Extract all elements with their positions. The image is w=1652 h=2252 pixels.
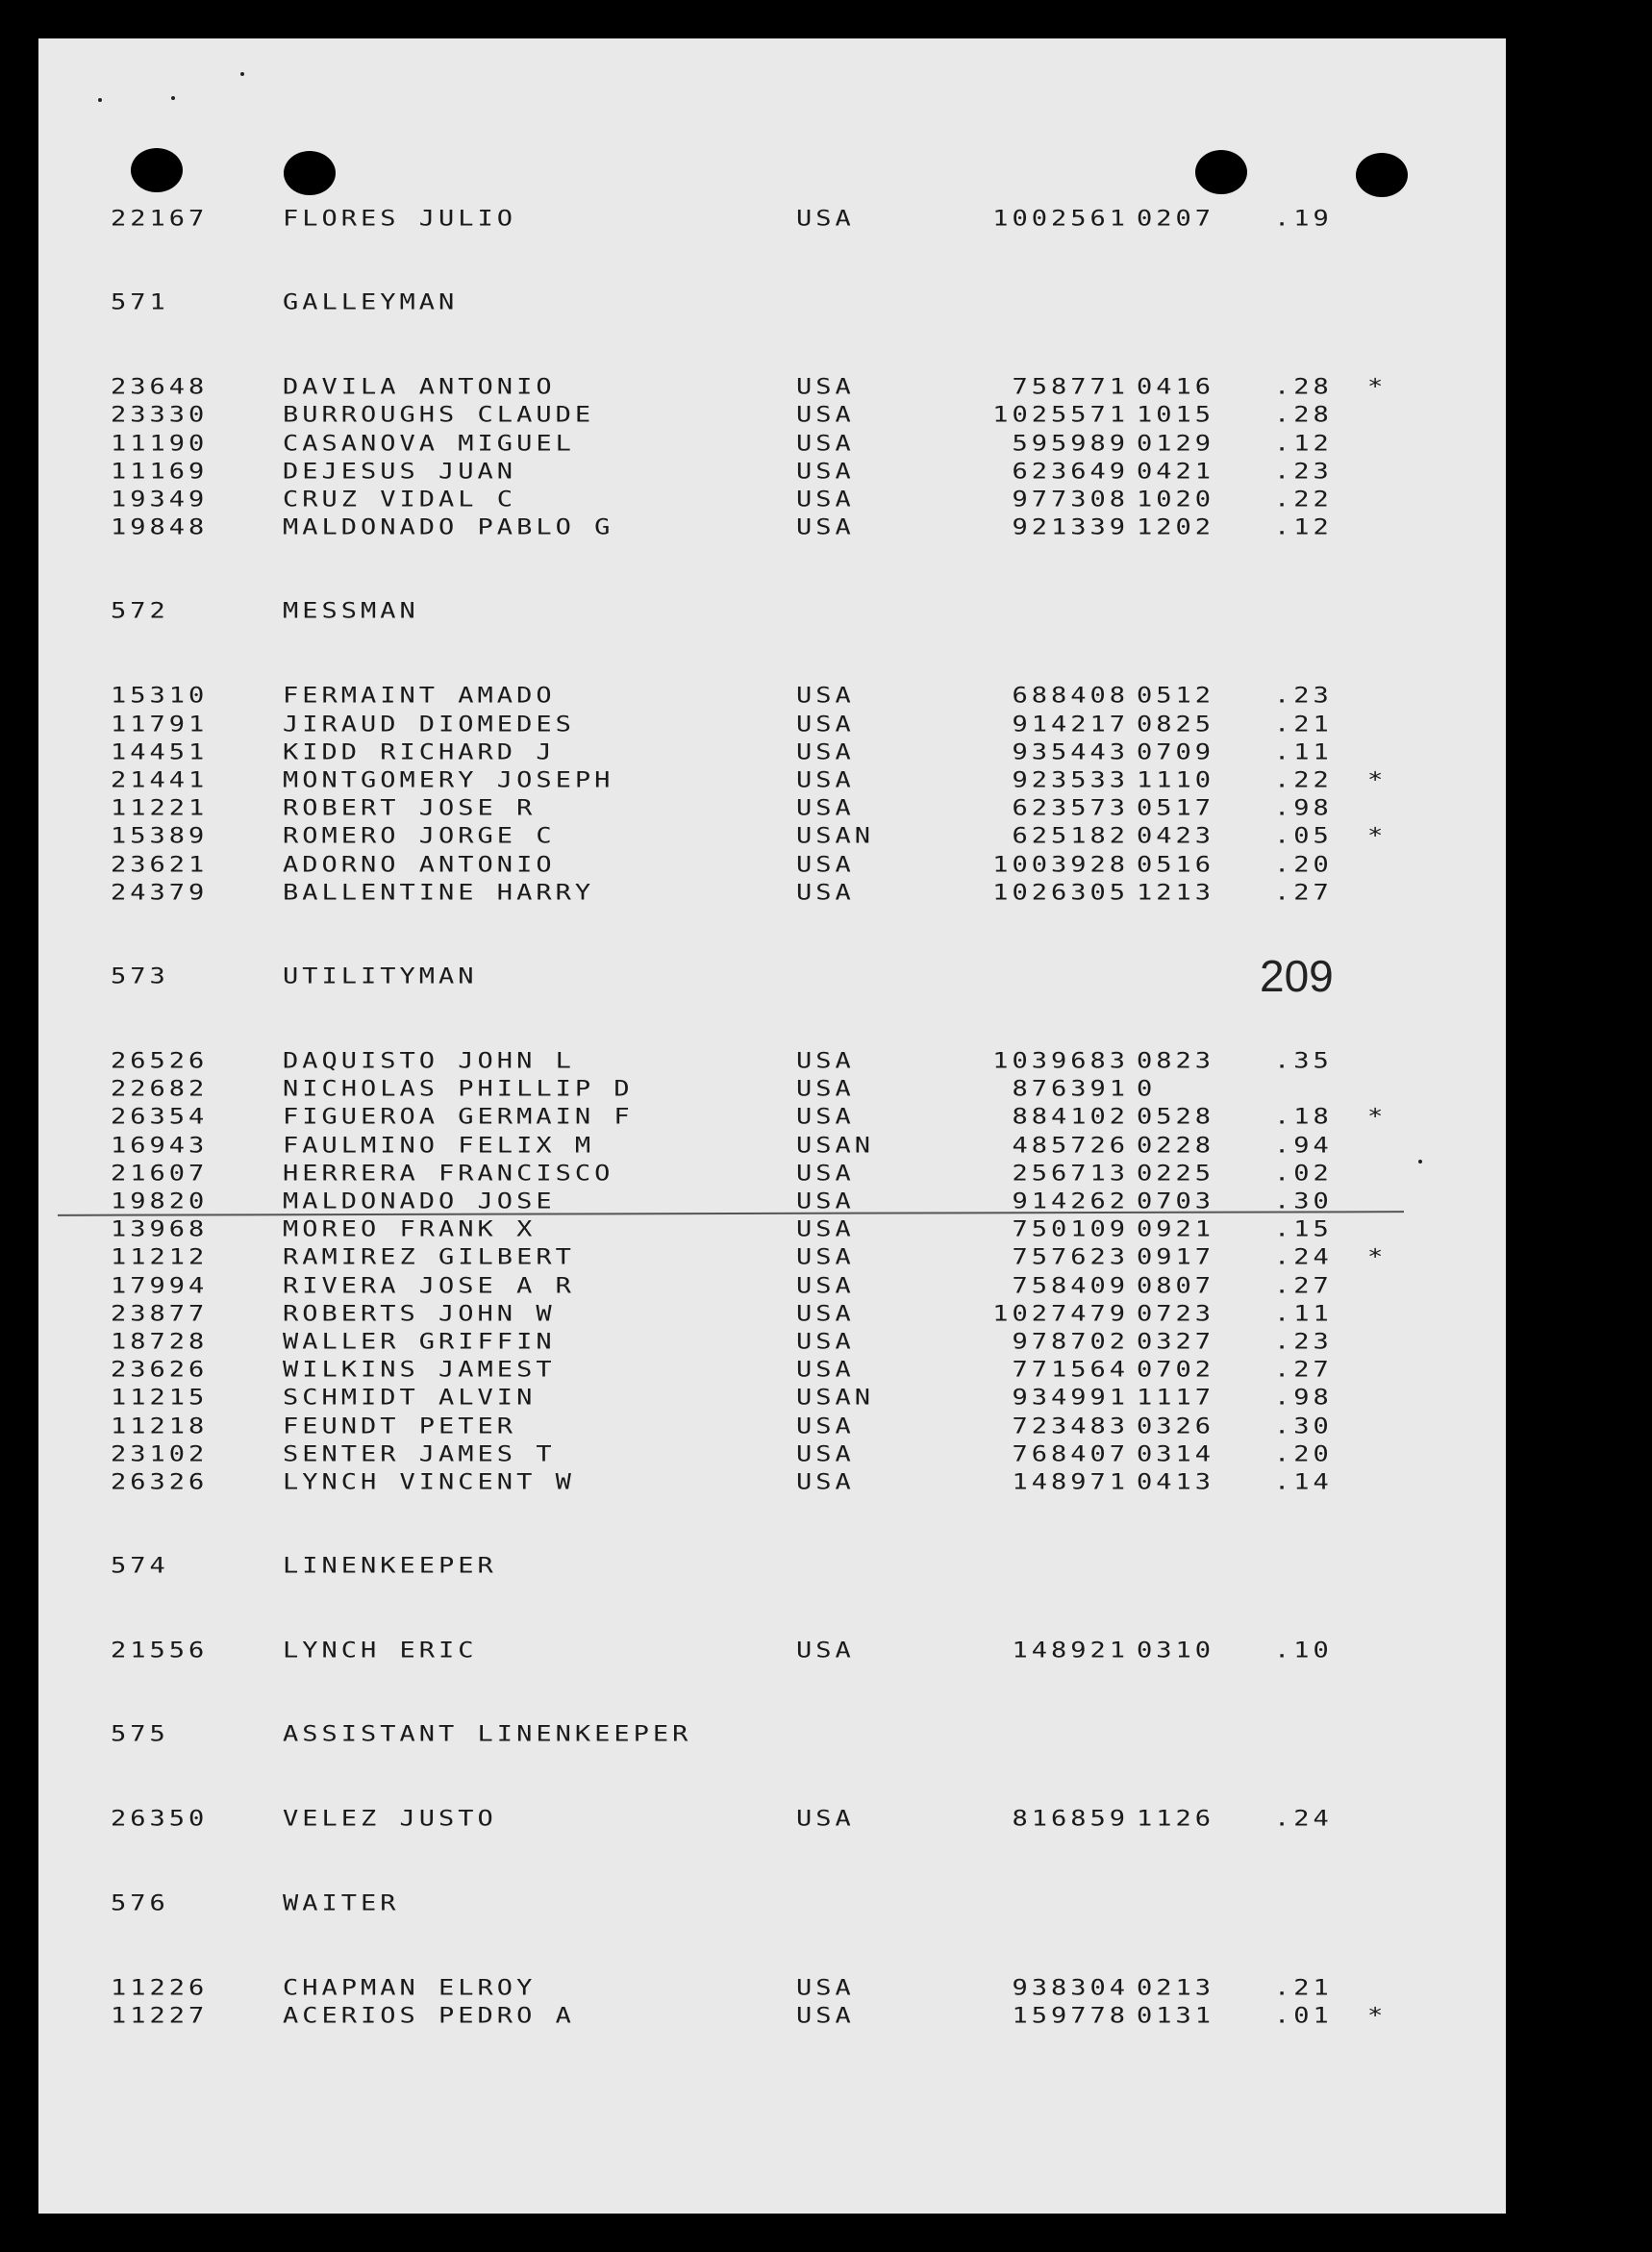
- row-name: DEJESUS JUAN: [283, 459, 517, 485]
- row-date: 1202: [1137, 515, 1215, 540]
- row-citizenship: USA: [796, 739, 855, 765]
- row-id: 23648: [111, 375, 209, 400]
- row-rate: .24: [1274, 1245, 1333, 1270]
- row-rate: .11: [1274, 739, 1333, 765]
- row-citizenship: USA: [796, 1077, 855, 1102]
- row-name: BURROUGHS CLAUDE: [283, 403, 595, 428]
- row-serial: 816859: [1012, 1807, 1129, 1832]
- row-rate: .20: [1274, 1441, 1333, 1467]
- row-serial: 1039683: [992, 1048, 1129, 1074]
- row-id: 16943: [111, 1133, 209, 1158]
- row-date: 1015: [1137, 403, 1215, 428]
- row-citizenship: USA: [796, 459, 855, 485]
- row-date: 0326: [1137, 1414, 1215, 1439]
- row-rate: .24: [1274, 1807, 1333, 1832]
- row-citizenship: USA: [796, 1048, 855, 1074]
- row-name: FAULMINO FELIX M: [283, 1133, 595, 1158]
- row-rate: .98: [1274, 1386, 1333, 1411]
- row-serial: 884102: [1012, 1105, 1129, 1130]
- row-date: 0823: [1137, 1048, 1215, 1074]
- section-code: 575: [111, 1722, 169, 1747]
- row-name: RAMIREZ GILBERT: [283, 1245, 575, 1270]
- row-date: 0423: [1137, 824, 1215, 849]
- row-date: 1126: [1137, 1807, 1215, 1832]
- row-citizenship: USA: [796, 1807, 855, 1832]
- row-serial: 758771: [1012, 375, 1129, 400]
- row-name: SENTER JAMES T: [283, 1441, 556, 1467]
- row-rate: .23: [1274, 684, 1333, 709]
- section-title: LINENKEEPER: [283, 1554, 497, 1579]
- row-citizenship: USA: [796, 206, 855, 232]
- row-id: 21441: [111, 767, 209, 793]
- row-serial: 771564: [1012, 1358, 1129, 1383]
- row-date: 1213: [1137, 880, 1215, 906]
- row-date: 0723: [1137, 1301, 1215, 1327]
- row-serial: 723483: [1012, 1414, 1129, 1439]
- row-rate: .20: [1274, 852, 1333, 877]
- row-citizenship: USA: [796, 1217, 855, 1242]
- row-rate: .21: [1274, 1975, 1333, 2000]
- row-rate: .35: [1274, 1048, 1333, 1074]
- row-name: CHAPMAN ELROY: [283, 1975, 537, 2000]
- speck: [98, 98, 102, 102]
- row-serial: 148971: [1012, 1469, 1129, 1495]
- row-date: 0703: [1137, 1189, 1215, 1214]
- row-name: MALDONADO PABLO G: [283, 515, 614, 540]
- row-id: 23102: [111, 1441, 209, 1467]
- document-page: [38, 38, 1506, 2214]
- speck: [240, 72, 244, 76]
- section-code: 572: [111, 599, 169, 624]
- punch-hole: [131, 148, 183, 192]
- row-id: 11791: [111, 712, 209, 737]
- row-rate: .11: [1274, 1301, 1333, 1327]
- row-id: 22167: [111, 206, 209, 232]
- punch-hole: [1195, 150, 1247, 194]
- row-id: 14451: [111, 739, 209, 765]
- row-citizenship: USA: [796, 1441, 855, 1467]
- section-title: MESSMAN: [283, 599, 419, 624]
- row-date: 0213: [1137, 1975, 1215, 2000]
- row-id: 26326: [111, 1469, 209, 1495]
- row-citizenship: USA: [796, 712, 855, 737]
- row-mark: *: [1367, 375, 1384, 400]
- row-citizenship: USA: [796, 1358, 855, 1383]
- row-date: 0917: [1137, 1245, 1215, 1270]
- row-date: 0129: [1137, 431, 1215, 456]
- row-citizenship: USAN: [796, 824, 875, 849]
- row-citizenship: USA: [796, 2003, 855, 2029]
- row-rate: .05: [1274, 824, 1333, 849]
- row-citizenship: USA: [796, 1639, 855, 1664]
- row-name: LYNCH VINCENT W: [283, 1469, 575, 1495]
- section-code: 571: [111, 290, 169, 315]
- row-name: FEUNDT PETER: [283, 1414, 517, 1439]
- row-date: 0207: [1137, 206, 1215, 232]
- section-title: ASSISTANT LINENKEEPER: [283, 1722, 692, 1747]
- row-citizenship: USA: [796, 1414, 855, 1439]
- row-rate: .15: [1274, 1217, 1333, 1242]
- row-id: 11221: [111, 796, 209, 821]
- row-mark: *: [1367, 767, 1384, 793]
- row-citizenship: USA: [796, 375, 855, 400]
- row-citizenship: USA: [796, 1273, 855, 1298]
- row-name: FIGUEROA GERMAIN F: [283, 1105, 634, 1130]
- row-date: 0512: [1137, 684, 1215, 709]
- row-date: 0: [1137, 1077, 1157, 1102]
- section-title: UTILITYMAN: [283, 963, 478, 989]
- row-rate: .28: [1274, 403, 1333, 428]
- row-rate: .18: [1274, 1105, 1333, 1130]
- row-rate: .98: [1274, 796, 1333, 821]
- row-rate: .28: [1274, 375, 1333, 400]
- row-serial: 938304: [1012, 1975, 1129, 2000]
- row-rate: .23: [1274, 459, 1333, 485]
- row-date: 0709: [1137, 739, 1215, 765]
- row-rate: .22: [1274, 487, 1333, 513]
- row-id: 23877: [111, 1301, 209, 1327]
- row-name: BALLENTINE HARRY: [283, 880, 595, 906]
- row-name: KIDD RICHARD J: [283, 739, 556, 765]
- row-name: DAVILA ANTONIO: [283, 375, 556, 400]
- row-rate: .30: [1274, 1414, 1333, 1439]
- row-date: 0228: [1137, 1133, 1215, 1158]
- row-name: RIVERA JOSE A R: [283, 1273, 575, 1298]
- row-name: ROBERT JOSE R: [283, 796, 537, 821]
- row-serial: 688408: [1012, 684, 1129, 709]
- page-number: 209: [1260, 951, 1334, 1001]
- row-serial: 1003928: [992, 852, 1129, 877]
- row-date: 1117: [1137, 1386, 1215, 1411]
- row-name: ROMERO JORGE C: [283, 824, 556, 849]
- row-citizenship: USA: [796, 1245, 855, 1270]
- row-name: MALDONADO JOSE: [283, 1189, 556, 1214]
- row-id: 13968: [111, 1217, 209, 1242]
- row-serial: 923533: [1012, 767, 1129, 793]
- row-mark: *: [1367, 1105, 1384, 1130]
- row-serial: 758409: [1012, 1273, 1129, 1298]
- row-name: WALLER GRIFFIN: [283, 1329, 556, 1355]
- row-date: 0921: [1137, 1217, 1215, 1242]
- row-serial: 1025571: [992, 403, 1129, 428]
- row-id: 11218: [111, 1414, 209, 1439]
- punch-hole: [1356, 153, 1408, 197]
- row-serial: 768407: [1012, 1441, 1129, 1467]
- row-id: 21607: [111, 1161, 209, 1187]
- row-date: 0421: [1137, 459, 1215, 485]
- row-date: 0225: [1137, 1161, 1215, 1187]
- section-code: 574: [111, 1554, 169, 1579]
- row-name: CRUZ VIDAL C: [283, 487, 517, 513]
- row-serial: 914217: [1012, 712, 1129, 737]
- row-id: 23621: [111, 852, 209, 877]
- row-name: MOREO FRANK X: [283, 1217, 537, 1242]
- row-date: 0516: [1137, 852, 1215, 877]
- row-date: 0413: [1137, 1469, 1215, 1495]
- row-citizenship: USA: [796, 880, 855, 906]
- row-serial: 750109: [1012, 1217, 1129, 1242]
- row-serial: 876391: [1012, 1077, 1129, 1102]
- row-mark: *: [1367, 2003, 1384, 2029]
- row-id: 19848: [111, 515, 209, 540]
- row-serial: 148921: [1012, 1639, 1129, 1664]
- row-id: 18728: [111, 1329, 209, 1355]
- row-id: 26526: [111, 1048, 209, 1074]
- section-code: 576: [111, 1890, 169, 1915]
- row-rate: .23: [1274, 1329, 1333, 1355]
- row-id: 11226: [111, 1975, 209, 2000]
- row-name: JIRAUD DIOMEDES: [283, 712, 575, 737]
- section-code: 573: [111, 963, 169, 989]
- row-citizenship: USA: [796, 1329, 855, 1355]
- row-id: 23626: [111, 1358, 209, 1383]
- row-name: ADORNO ANTONIO: [283, 852, 556, 877]
- row-id: 17994: [111, 1273, 209, 1298]
- row-citizenship: USA: [796, 1301, 855, 1327]
- row-name: ACERIOS PEDRO A: [283, 2003, 575, 2029]
- row-id: 19820: [111, 1189, 209, 1214]
- row-rate: .12: [1274, 515, 1333, 540]
- row-serial: 914262: [1012, 1189, 1129, 1214]
- row-name: HERRERA FRANCISCO: [283, 1161, 614, 1187]
- row-name: SCHMIDT ALVIN: [283, 1386, 537, 1411]
- row-id: 26354: [111, 1105, 209, 1130]
- row-date: 0310: [1137, 1639, 1215, 1664]
- row-serial: 623573: [1012, 796, 1129, 821]
- row-name: CASANOVA MIGUEL: [283, 431, 575, 456]
- row-id: 26350: [111, 1807, 209, 1832]
- row-citizenship: USA: [796, 515, 855, 540]
- row-citizenship: USA: [796, 1161, 855, 1187]
- row-citizenship: USA: [796, 767, 855, 793]
- row-serial: 935443: [1012, 739, 1129, 765]
- row-date: 0702: [1137, 1358, 1215, 1383]
- row-date: 1020: [1137, 487, 1215, 513]
- row-date: 0825: [1137, 712, 1215, 737]
- speck: [171, 96, 175, 100]
- row-rate: .01: [1274, 2003, 1333, 2029]
- row-citizenship: USAN: [796, 1386, 875, 1411]
- row-rate: .22: [1274, 767, 1333, 793]
- row-rate: .12: [1274, 431, 1333, 456]
- row-citizenship: USA: [796, 684, 855, 709]
- row-serial: 623649: [1012, 459, 1129, 485]
- row-date: 0807: [1137, 1273, 1215, 1298]
- row-date: 0131: [1137, 2003, 1215, 2029]
- row-mark: *: [1367, 1245, 1384, 1270]
- row-id: 22682: [111, 1077, 209, 1102]
- row-id: 15389: [111, 824, 209, 849]
- row-serial: 757623: [1012, 1245, 1129, 1270]
- row-name: NICHOLAS PHILLIP D: [283, 1077, 634, 1102]
- row-citizenship: USA: [796, 1975, 855, 2000]
- row-id: 15310: [111, 684, 209, 709]
- punch-hole: [284, 151, 336, 195]
- row-date: 0416: [1137, 375, 1215, 400]
- row-name: DAQUISTO JOHN L: [283, 1048, 575, 1074]
- row-citizenship: USA: [796, 1469, 855, 1495]
- row-id: 11227: [111, 2003, 209, 2029]
- row-serial: 485726: [1012, 1133, 1129, 1158]
- section-title: WAITER: [283, 1890, 400, 1915]
- row-serial: 1026305: [992, 880, 1129, 906]
- row-rate: .94: [1274, 1133, 1333, 1158]
- row-rate: .19: [1274, 206, 1333, 232]
- row-serial: 921339: [1012, 515, 1129, 540]
- row-name: ROBERTS JOHN W: [283, 1301, 556, 1327]
- row-rate: .30: [1274, 1189, 1333, 1214]
- row-rate: .02: [1274, 1161, 1333, 1187]
- row-citizenship: USA: [796, 431, 855, 456]
- row-citizenship: USA: [796, 1189, 855, 1214]
- row-date: 0517: [1137, 796, 1215, 821]
- row-mark: *: [1367, 824, 1384, 849]
- row-serial: 159778: [1012, 2003, 1129, 2029]
- row-citizenship: USA: [796, 796, 855, 821]
- speck: [1418, 1160, 1422, 1164]
- row-rate: .27: [1274, 1358, 1333, 1383]
- section-title: GALLEYMAN: [283, 290, 459, 315]
- row-rate: .14: [1274, 1469, 1333, 1495]
- row-date: 1110: [1137, 767, 1215, 793]
- row-rate: .27: [1274, 1273, 1333, 1298]
- row-citizenship: USAN: [796, 1133, 875, 1158]
- row-date: 0528: [1137, 1105, 1215, 1130]
- row-rate: .21: [1274, 712, 1333, 737]
- row-id: 23330: [111, 403, 209, 428]
- row-name: VELEZ JUSTO: [283, 1807, 497, 1832]
- row-rate: .10: [1274, 1639, 1333, 1664]
- row-citizenship: USA: [796, 487, 855, 513]
- row-name: MONTGOMERY JOSEPH: [283, 767, 614, 793]
- row-serial: 625182: [1012, 824, 1129, 849]
- row-id: 19349: [111, 487, 209, 513]
- row-id: 24379: [111, 880, 209, 906]
- row-serial: 1027479: [992, 1301, 1129, 1327]
- row-serial: 1002561: [992, 206, 1129, 232]
- row-serial: 595989: [1012, 431, 1129, 456]
- row-serial: 978702: [1012, 1329, 1129, 1355]
- row-id: 11212: [111, 1245, 209, 1270]
- row-citizenship: USA: [796, 852, 855, 877]
- row-id: 11215: [111, 1386, 209, 1411]
- row-rate: .27: [1274, 880, 1333, 906]
- row-serial: 256713: [1012, 1161, 1129, 1187]
- row-date: 0314: [1137, 1441, 1215, 1467]
- row-name: FERMAINT AMADO: [283, 684, 556, 709]
- row-id: 11190: [111, 431, 209, 456]
- row-serial: 977308: [1012, 487, 1129, 513]
- row-citizenship: USA: [796, 1105, 855, 1130]
- row-id: 11169: [111, 459, 209, 485]
- row-id: 21556: [111, 1639, 209, 1664]
- row-citizenship: USA: [796, 403, 855, 428]
- row-name: LYNCH ERIC: [283, 1639, 478, 1664]
- row-date: 0327: [1137, 1329, 1215, 1355]
- row-name: FLORES JULIO: [283, 206, 517, 232]
- row-serial: 934991: [1012, 1386, 1129, 1411]
- row-name: WILKINS JAMEST: [283, 1358, 556, 1383]
